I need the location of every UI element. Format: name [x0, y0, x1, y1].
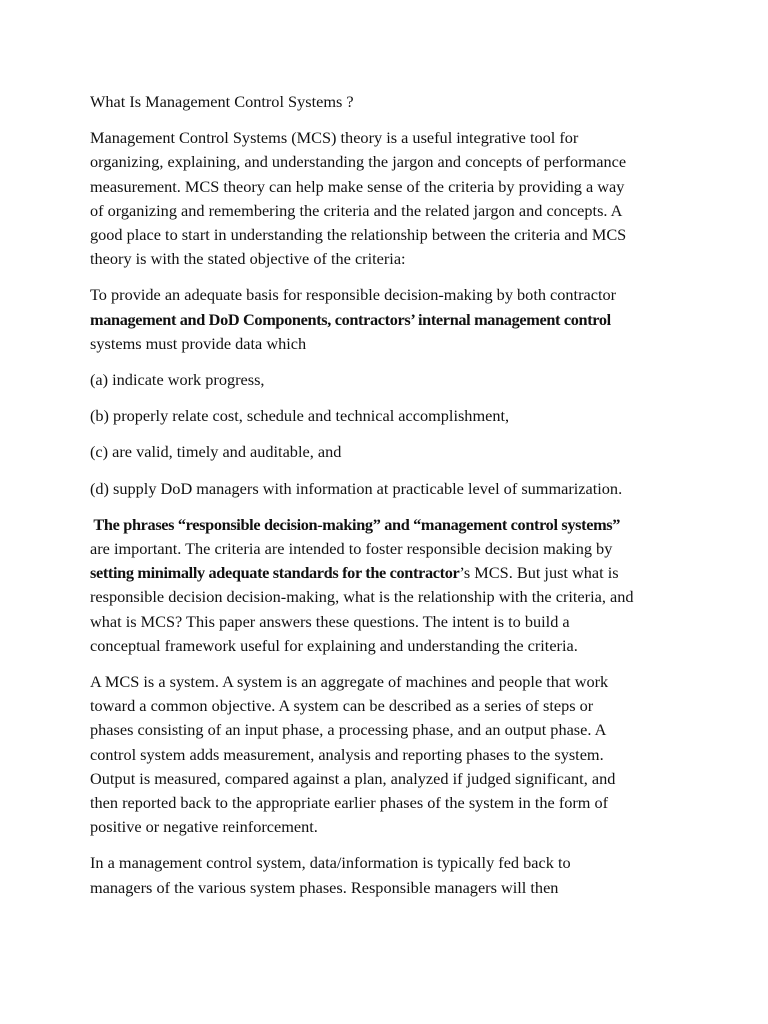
phrases-line: responsible decision decision-making, what is the relationship with the criteria, and [90, 587, 634, 607]
intro-line: of organizing and remembering the criteria and the related jargon and concepts. A [90, 200, 623, 220]
intro-line: organizing, explaining, and understanding the jargon and concepts of performance [90, 152, 627, 172]
phrases-line-mixed [90, 561, 680, 585]
objective-line: To provide an adequate basis for responsible decision-making by both contractor [90, 285, 617, 305]
closing-line: In a management control system, data/information is typically fed back to [90, 853, 571, 873]
phrases-paragraph [90, 513, 680, 658]
objective-line: systems must provide data which [90, 333, 307, 353]
list-item [90, 404, 680, 428]
system-line: control system adds measurement, analysis and reporting phases to the system. [90, 744, 604, 764]
list-item-text: (c) are valid, timely and auditable, and [90, 442, 342, 462]
intro-paragraph [90, 126, 680, 271]
list-item [90, 477, 680, 501]
objective-line-bold: management and DoD Components, contractors’ internal management control [90, 309, 611, 329]
system-line: positive or negative reinforcement. [90, 817, 318, 837]
phrases-fragment: ’s MCS. But just what is [459, 563, 619, 583]
document-body [90, 90, 680, 912]
list-item-text: (d) supply DoD managers with information at practicable level of summarization. [90, 478, 623, 498]
list-item [90, 368, 680, 392]
list-item-text: (a) indicate work progress, [90, 370, 265, 390]
closing-paragraph [90, 851, 680, 899]
phrases-line-bold: The phrases “responsible decision-making” and “management control systems” [90, 514, 621, 534]
intro-line: theory is with the stated objective of the criteria: [90, 249, 406, 269]
intro-line: measurement. MCS theory can help make sense of the criteria by providing a way [90, 176, 625, 196]
system-line: A MCS is a system. A system is an aggregate of machines and people that work [90, 672, 609, 692]
system-line: phases consisting of an input phase, a processing phase, and an output phase. A [90, 720, 607, 740]
intro-line: Management Control Systems (MCS) theory is a useful integrative tool for [90, 128, 579, 148]
closing-line: managers of the various system phases. Responsible managers will then [90, 877, 559, 897]
system-paragraph [90, 670, 680, 839]
list-item-text: (b) properly relate cost, schedule and technical accomplishment, [90, 406, 510, 426]
system-line: Output is measured, compared against a plan, analyzed if judged significant, and [90, 768, 616, 788]
phrases-line: conceptual framework useful for explaining and understanding the criteria. [90, 635, 578, 655]
system-line: toward a common objective. A system can be described as a series of steps or [90, 696, 594, 716]
phrases-line: are important. The criteria are intended to foster responsible decision making by [90, 539, 613, 559]
phrases-bold-fragment: setting minimally adequate standards for the contractor [90, 563, 460, 583]
objective-paragraph [90, 283, 680, 356]
title-text: What Is Management Control Systems ? [90, 92, 354, 111]
list-item [90, 440, 680, 464]
phrases-line: what is MCS? This paper answers these questions. The intent is to build a [90, 611, 570, 631]
system-line: then reported back to the appropriate earlier phases of the system in the form of [90, 793, 609, 813]
document-title [90, 90, 680, 114]
intro-line: good place to start in understanding the relationship between the criteria and MCS [90, 225, 627, 245]
